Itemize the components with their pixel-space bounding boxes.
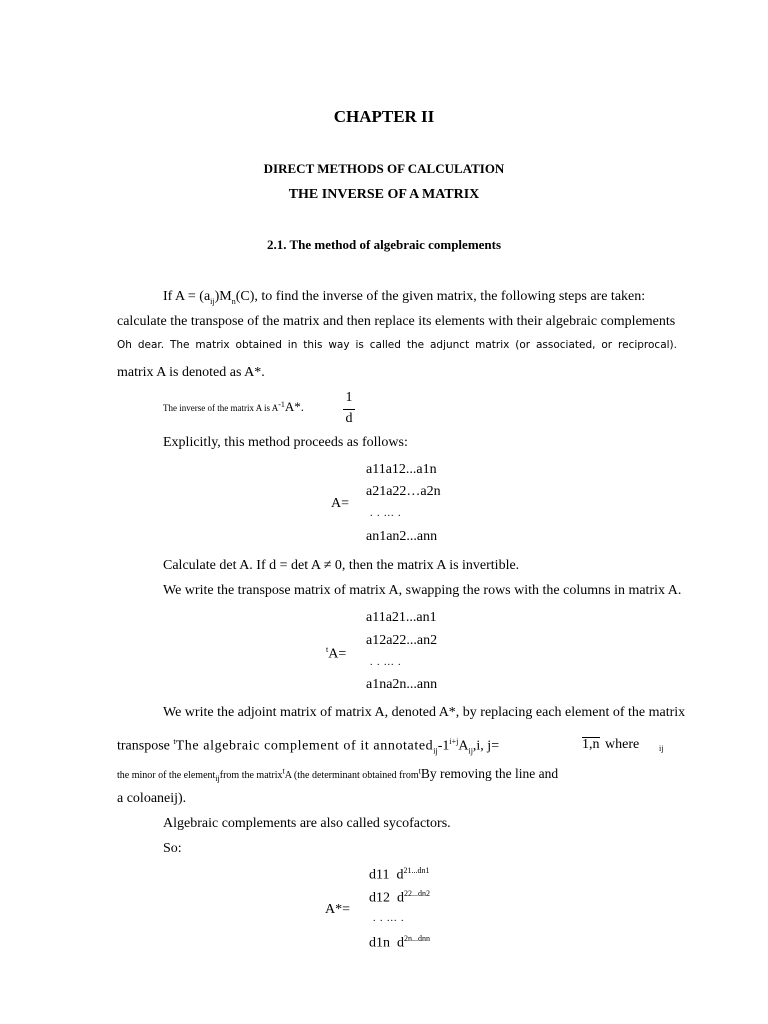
paragraph-1-line-4: matrix A is denoted as A*. [117,365,265,380]
fraction-denominator: d [345,411,353,426]
determinant-line: Calculate det A. If d = det A ≠ 0, then the matrix A is invertible. [163,558,520,573]
so-line: So: [163,841,182,856]
subsection-heading: 2.1. The method of algebraic complements [266,237,502,252]
transpose-line: We write the transpose matrix of matrix A, swapping the rows with the columns in matrix A. [163,583,682,598]
paragraph-1-line-2: calculate the transpose of the matrix and then replace its elements with their algebraic complements [117,314,676,329]
matrix-t-row-2: a12a22...an2 [366,633,438,648]
matrix-star-row-1: d11 $d^{21...dn1}$ [369,866,430,883]
matrix-a-row-n: an1an2...ann [366,529,438,544]
paragraph-1-line-3: Oh dear. The matrix obtained in this way is called the adjunct matrix (or associated, or reciprocal). [117,339,677,351]
matrix-t-label: $^t$A= [326,645,347,662]
matrix-star-label: A*= [325,902,351,917]
matrix-star-row-2: d12 $d^{22...dn2}$ [369,889,430,906]
index-range-bar [582,737,600,738]
section-title-1: DIRECT METHODS OF CALCULATION [263,161,505,176]
matrix-star-dots: . . ... . [373,913,405,924]
fraction-bar [343,409,355,410]
section-title-2: THE INVERSE OF A MATRIX [288,187,480,202]
matrix-star-row-n: d1n $d^{2n...dnn}$ [369,934,430,951]
inverse-formula: The inverse of the matrix A is $A^{-1}A*$. [163,399,305,414]
where-word: where [605,737,640,752]
matrix-a-label: A= [331,496,350,511]
adjoint-line-4: a coloaneij). [117,791,187,806]
fraction-numerator: 1 [345,390,353,405]
matrix-a-row-2: a21a22…a2n [366,484,441,499]
matrix-t-dots: . . ... . [370,657,402,668]
cofactors-line: Algebraic complements are also called sycofactors. [163,816,451,831]
adjoint-line-1: We write the adjoint matrix of matrix A, denoted A*, by replacing each element of the matrix [163,705,686,720]
ij-subscript: ij [659,744,664,753]
matrix-t-row-1: a11a21...an1 [366,610,437,625]
explicit-method-text: Explicitly, this method proceeds as follows: [163,435,408,450]
matrix-t-row-n: a1na2n...ann [366,677,438,692]
paragraph-1-line-1: If $A = (a_{ij})M_n(C)$, to find the inverse of the given matrix, the following steps are taken: [163,289,646,306]
matrix-a-dots: . . ... . [370,508,402,519]
index-range: 1,n [582,737,600,752]
chapter-heading: CHAPTER II [333,107,435,126]
adjoint-line-2: transpose $^t$The algebraic complement of it $annotated_{ij}-1^{i+j}A_{ij},i$, j= [117,737,500,756]
adjoint-line-3: the minor of the element$_{ij}$from the matrix$^t$A (the determinant obtained from$^t$By removing the line and [117,766,559,783]
matrix-a-row-1: a11a12...a1n [366,462,437,477]
